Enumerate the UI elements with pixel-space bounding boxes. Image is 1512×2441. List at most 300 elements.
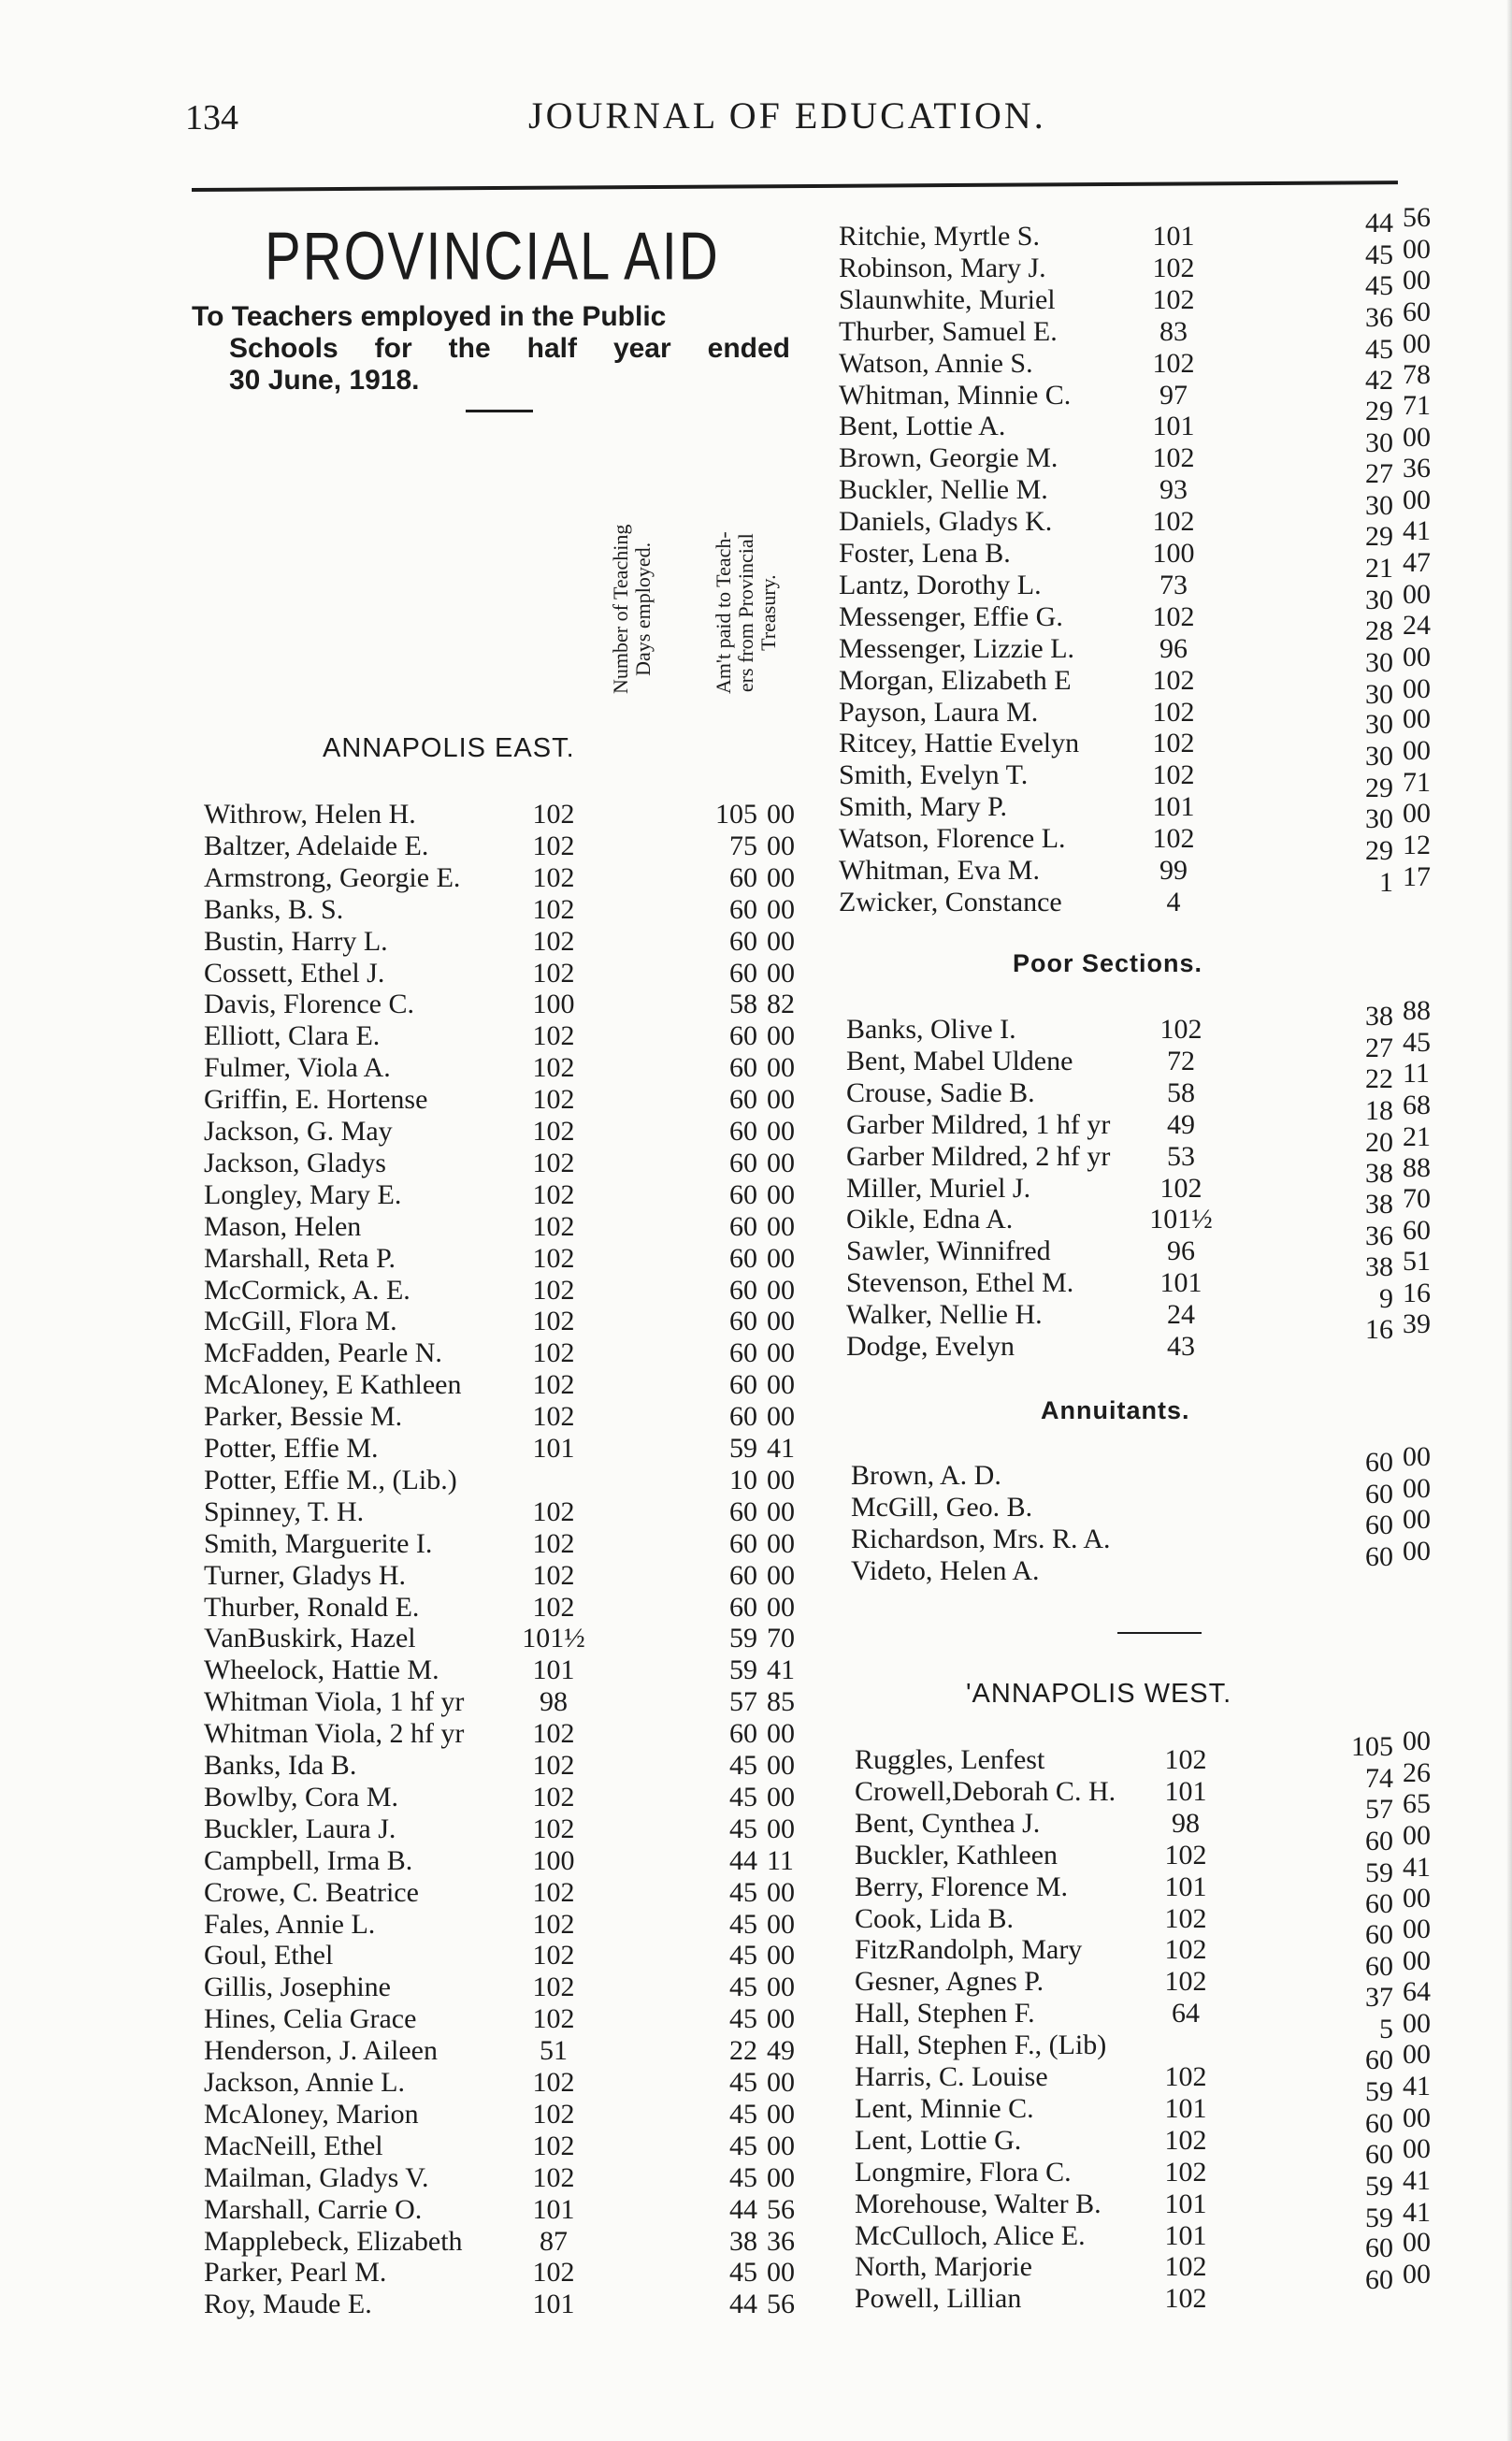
amount-cents: 00	[1403, 2008, 1431, 2040]
amount-dollars: 75	[729, 830, 757, 861]
teaching-days: 102	[532, 1020, 575, 1052]
teacher-name: Hall, Stephen F.	[855, 1998, 1035, 2029]
subtitle-line: To Teachers employed in the Public	[192, 301, 667, 332]
teacher-name: MacNeill, Ethel	[204, 2130, 383, 2161]
amount-dollars: 45	[729, 2130, 757, 2161]
teaching-days: 102	[532, 1274, 575, 1306]
amount-dollars: 60	[729, 1084, 757, 1116]
amount-cents: 24	[1403, 609, 1431, 641]
amount-dollars: 60	[729, 925, 757, 957]
amount-dollars: 20	[1365, 1126, 1393, 1158]
teacher-name: Smith, Evelyn T.	[839, 759, 1029, 791]
teacher-name: Bent, Lottie A.	[839, 411, 1006, 442]
teaching-days: 102	[1164, 2124, 1207, 2156]
amount-cents: 00	[767, 1274, 795, 1306]
subtitle-line: Schools for the half year ended	[229, 333, 790, 364]
teacher-name: Powell, Lillian	[855, 2283, 1022, 2315]
amount-cents: 00	[767, 1940, 795, 1972]
teacher-name: Bustin, Harry L.	[204, 925, 388, 957]
teaching-days: 98	[540, 1686, 568, 1718]
amount-cents: 00	[767, 2257, 795, 2289]
amount-cents: 00	[767, 1052, 795, 1084]
teacher-name: Potter, Effie M., (Lib.)	[204, 1464, 457, 1495]
section-heading: 'ANNAPOLIS WEST.	[966, 1679, 1232, 1709]
teaching-days: 102	[532, 799, 575, 830]
amount-dollars: 42	[1365, 364, 1393, 396]
teaching-days: 102	[1164, 1839, 1207, 1870]
amount-dollars: 60	[1365, 1509, 1393, 1540]
teaching-days: 102	[532, 1210, 575, 1242]
amount-cents: 00	[767, 1813, 795, 1844]
amount-dollars: 60	[1365, 1919, 1393, 1951]
teaching-days: 49	[1167, 1108, 1195, 1140]
amount-dollars: 45	[729, 1972, 757, 2003]
column-header-line: Treasury.	[756, 574, 780, 651]
amount-cents: 00	[1403, 1441, 1431, 1472]
amount-cents: 41	[1403, 515, 1431, 546]
teaching-days: 97	[1159, 379, 1188, 411]
amount-cents: 00	[767, 957, 795, 989]
teaching-days: 102	[1152, 283, 1195, 315]
amount-dollars: 44	[729, 2289, 757, 2320]
amount-dollars: 105	[1351, 1731, 1393, 1762]
teaching-days: 101	[1152, 221, 1195, 252]
amount-cents: 00	[767, 799, 795, 830]
teaching-days: 102	[532, 1559, 575, 1591]
teaching-days: 102	[532, 1242, 575, 1274]
teacher-name: Jackson, Annie L.	[204, 2067, 405, 2098]
teaching-days: 64	[1172, 1998, 1200, 2029]
teaching-days: 101	[1164, 2092, 1207, 2124]
teaching-days: 101	[532, 2289, 575, 2320]
table-row	[0, 1369, 1512, 1401]
amount-cents: 00	[767, 1495, 795, 1527]
amount-dollars: 36	[1365, 301, 1393, 333]
teacher-name: Brown, Georgie M.	[839, 442, 1058, 474]
teaching-days: 102	[532, 1495, 575, 1527]
amount-dollars: 60	[1365, 2044, 1393, 2075]
teacher-name: Richardson, Mrs. R. A.	[851, 1523, 1111, 1554]
amount-cents: 00	[767, 1084, 795, 1116]
amount-cents: 00	[1403, 2259, 1431, 2290]
teacher-name: Brown, A. D.	[851, 1460, 1001, 1491]
amount-dollars: 59	[1365, 2202, 1393, 2233]
teacher-name: Banks, Ida B.	[204, 1750, 357, 1781]
amount-dollars: 5	[1379, 2014, 1393, 2045]
amount-dollars: 30	[1365, 490, 1393, 522]
amount-cents: 00	[767, 893, 795, 925]
teaching-days: 102	[532, 861, 575, 893]
teacher-name: Morgan, Elizabeth E	[839, 664, 1072, 696]
amount-cents: 00	[1403, 1472, 1431, 1504]
teacher-name: Ritchie, Myrtle S.	[839, 221, 1040, 252]
amount-dollars: 59	[729, 1433, 757, 1464]
amount-dollars: 45	[729, 2067, 757, 2098]
amount-dollars: 30	[1365, 427, 1393, 459]
amount-cents: 00	[767, 1908, 795, 1940]
teaching-days: 102	[1152, 823, 1195, 855]
amount-cents: 00	[1403, 2227, 1431, 2259]
teaching-days: 102	[1164, 2156, 1207, 2188]
teacher-name: FitzRandolph, Mary	[855, 1934, 1083, 1966]
teaching-days: 102	[532, 1940, 575, 1972]
teacher-name: Parker, Pearl M.	[204, 2257, 387, 2289]
amount-cents: 41	[767, 1654, 795, 1686]
teaching-days: 102	[532, 2067, 575, 2098]
teaching-days: 4	[1166, 886, 1181, 917]
teaching-days: 100	[1152, 538, 1195, 569]
teaching-days: 102	[1164, 1744, 1207, 1775]
teacher-name: Campbell, Irma B.	[204, 1844, 413, 1876]
teacher-name: Slaunwhite, Muriel	[839, 283, 1056, 315]
header-rule	[192, 181, 1398, 192]
teacher-name: Jackson, G. May	[204, 1116, 393, 1147]
teaching-days: 102	[1152, 759, 1195, 791]
teaching-days: 101	[1152, 791, 1195, 823]
amount-dollars: 38	[729, 2225, 757, 2257]
teacher-name: Walker, Nellie H.	[846, 1299, 1043, 1331]
teacher-name: Lent, Minnie C.	[855, 2092, 1034, 2124]
amount-dollars: 60	[729, 1306, 757, 1337]
teacher-name: Mason, Helen	[204, 1210, 362, 1242]
teacher-name: Whitman Viola, 2 hf yr	[204, 1718, 465, 1750]
teacher-name: Robinson, Mary J.	[839, 252, 1046, 283]
amount-cents: 00	[767, 1242, 795, 1274]
teacher-name: McAloney, Marion	[204, 2098, 419, 2130]
teaching-days: 102	[532, 893, 575, 925]
teacher-name: Ruggles, Lenfest	[855, 1744, 1045, 1775]
amount-dollars: 60	[1365, 1540, 1393, 1572]
teacher-name: Crowell,Deborah C. H.	[855, 1775, 1116, 1807]
amount-cents: 00	[767, 1972, 795, 2003]
teaching-days: 102	[1152, 442, 1195, 474]
teacher-name: McCulloch, Alice E.	[855, 2219, 1086, 2251]
teacher-name: Dodge, Evelyn	[846, 1331, 1015, 1362]
page-title: PROVINCIAL AID	[265, 218, 720, 295]
teacher-name: Lent, Lottie G.	[855, 2124, 1022, 2156]
teacher-name: Berry, Florence M.	[855, 1870, 1068, 1902]
teacher-name: Roy, Maude E.	[204, 2289, 372, 2320]
amount-dollars: 60	[729, 1052, 757, 1084]
amount-dollars: 29	[1365, 521, 1393, 552]
amount-cents: 00	[767, 1750, 795, 1781]
amount-dollars: 60	[729, 1369, 757, 1401]
amount-dollars: 59	[1365, 1856, 1393, 1888]
amount-cents: 00	[1403, 422, 1431, 454]
teaching-days: 83	[1159, 315, 1188, 347]
amount-dollars: 59	[1365, 2170, 1393, 2202]
teacher-name: Goul, Ethel	[204, 1940, 334, 1972]
teaching-days: 102	[532, 1052, 575, 1084]
amount-dollars: 30	[1365, 709, 1393, 741]
teacher-name: Messenger, Effie G.	[839, 600, 1063, 632]
teaching-days: 102	[1159, 1172, 1202, 1204]
teacher-name: VanBuskirk, Hazel	[204, 1623, 416, 1654]
amount-cents: 60	[1403, 296, 1431, 327]
teacher-name: Lantz, Dorothy L.	[839, 569, 1042, 600]
amount-dollars: 58	[729, 989, 757, 1020]
amount-cents: 68	[1403, 1089, 1431, 1120]
teaching-days: 102	[532, 1178, 575, 1210]
table-row	[0, 958, 1512, 989]
teacher-name: Gillis, Josephine	[204, 1972, 391, 2003]
teacher-name: Wheelock, Hattie M.	[204, 1654, 439, 1686]
amount-cents: 00	[1403, 578, 1431, 610]
teacher-name: Garber Mildred, 2 hf yr	[846, 1140, 1111, 1172]
teaching-days: 102	[532, 1527, 575, 1559]
teaching-days: 102	[532, 2257, 575, 2289]
amount-dollars: 60	[729, 1178, 757, 1210]
teaching-days: 43	[1167, 1331, 1195, 1362]
teaching-days: 96	[1167, 1235, 1195, 1267]
teacher-name: Miller, Muriel J.	[846, 1172, 1031, 1204]
amount-dollars: 59	[1365, 2075, 1393, 2107]
teacher-name: Potter, Effie M.	[204, 1433, 379, 1464]
teacher-name: Messenger, Lizzie L.	[839, 632, 1075, 664]
amount-dollars: 60	[729, 1559, 757, 1591]
teacher-name: Whitman Viola, 1 hf yr	[204, 1686, 465, 1718]
amount-dollars: 60	[729, 1401, 757, 1433]
teacher-name: Stevenson, Ethel M.	[846, 1267, 1074, 1299]
amount-dollars: 60	[1365, 1825, 1393, 1856]
amount-cents: 56	[767, 2193, 795, 2225]
amount-cents: 00	[767, 2067, 795, 2098]
teacher-name: Spinney, T. H.	[204, 1495, 365, 1527]
amount-dollars: 60	[729, 893, 757, 925]
amount-cents: 11	[767, 1844, 794, 1876]
teaching-days: 102	[532, 2161, 575, 2193]
teacher-name: Cossett, Ethel J.	[204, 957, 385, 989]
teaching-days: 101	[1152, 411, 1195, 442]
teaching-days: 102	[532, 957, 575, 989]
amount-cents: 71	[1403, 390, 1431, 422]
amount-dollars: 60	[729, 1242, 757, 1274]
amount-dollars: 60	[1365, 1447, 1393, 1478]
teaching-days: 102	[532, 1750, 575, 1781]
amount-dollars: 60	[1365, 2264, 1393, 2296]
amount-cents: 36	[767, 2225, 795, 2257]
amount-dollars: 45	[729, 1908, 757, 1940]
amount-dollars: 22	[1365, 1062, 1393, 1094]
teacher-name: Thurber, Samuel E.	[839, 315, 1058, 347]
amount-cents: 45	[1403, 1026, 1431, 1058]
teaching-days: 102	[532, 1116, 575, 1147]
amount-cents: 47	[1403, 546, 1431, 578]
amount-cents: 00	[1403, 1535, 1431, 1567]
amount-cents: 26	[1403, 1756, 1431, 1788]
teaching-days: 51	[540, 2035, 568, 2067]
teacher-name: Zwicker, Constance	[839, 886, 1062, 917]
teacher-name: McFadden, Pearle N.	[204, 1337, 442, 1369]
scan-edge	[1506, 0, 1512, 2441]
amount-cents: 00	[1403, 672, 1431, 704]
teaching-days: 102	[1164, 1966, 1207, 1998]
amount-cents: 00	[767, 830, 795, 861]
amount-dollars: 60	[729, 1527, 757, 1559]
amount-cents: 00	[1403, 327, 1431, 359]
teaching-days: 102	[532, 830, 575, 861]
amount-dollars: 27	[1365, 458, 1393, 490]
teaching-days: 101	[1164, 2188, 1207, 2219]
amount-dollars: 60	[1365, 1951, 1393, 1983]
amount-dollars: 60	[729, 1274, 757, 1306]
teaching-days: 102	[532, 925, 575, 957]
teaching-days: 102	[1152, 252, 1195, 283]
amount-dollars: 44	[729, 1844, 757, 1876]
section-heading: Annuitants.	[1041, 1396, 1190, 1424]
teacher-name: North, Marjorie	[855, 2251, 1032, 2283]
teaching-days: 102	[1159, 1014, 1202, 1045]
amount-dollars: 38	[1365, 1001, 1393, 1032]
amount-dollars: 29	[1365, 396, 1393, 427]
amount-cents: 85	[767, 1686, 795, 1718]
amount-cents: 00	[767, 1527, 795, 1559]
teacher-name: Harris, C. Louise	[855, 2061, 1048, 2092]
amount-cents: 00	[1403, 2102, 1431, 2133]
teacher-name: Longley, Mary E.	[204, 1178, 402, 1210]
teacher-name: Buckler, Nellie M.	[839, 474, 1048, 506]
amount-dollars: 38	[1365, 1251, 1393, 1283]
amount-cents: 00	[767, 861, 795, 893]
amount-cents: 56	[767, 2289, 795, 2320]
amount-dollars: 57	[729, 1686, 757, 1718]
amount-cents: 00	[767, 1306, 795, 1337]
teacher-name: Griffin, E. Hortense	[204, 1084, 428, 1116]
teacher-name: Morehouse, Walter B.	[855, 2188, 1102, 2219]
amount-dollars: 45	[729, 1750, 757, 1781]
teacher-name: McAloney, E Kathleen	[204, 1369, 462, 1401]
teaching-days: 102	[1152, 728, 1195, 759]
teaching-days: 102	[1164, 1902, 1207, 1934]
teacher-name: Mapplebeck, Elizabeth	[204, 2225, 463, 2257]
amount-cents: 00	[1403, 233, 1431, 265]
teaching-days: 102	[532, 1908, 575, 1940]
section-heading: Poor Sections.	[1013, 949, 1203, 977]
teaching-days: 58	[1167, 1076, 1195, 1108]
teaching-days: 102	[532, 1147, 575, 1178]
table-row	[0, 1592, 1512, 1624]
amount-cents: 00	[767, 1147, 795, 1178]
amount-dollars: 60	[729, 1495, 757, 1527]
amount-cents: 00	[1403, 1726, 1431, 1756]
amount-cents: 00	[767, 2098, 795, 2130]
amount-dollars: 45	[729, 1876, 757, 1908]
amount-cents: 00	[1403, 798, 1431, 830]
column-header-line: Am't paid to Teach-	[712, 531, 735, 694]
teaching-days: 73	[1159, 569, 1188, 600]
teacher-name: Banks, Olive I.	[846, 1014, 1016, 1045]
teacher-name: Fulmer, Viola A.	[204, 1052, 391, 1084]
table-row	[0, 1401, 1512, 1433]
teacher-name: Daniels, Gladys K.	[839, 506, 1053, 538]
amount-cents: 16	[1403, 1278, 1431, 1309]
teacher-name: McGill, Geo. B.	[851, 1491, 1033, 1523]
teacher-name: Ritcey, Hattie Evelyn	[839, 728, 1080, 759]
amount-cents: 41	[767, 1433, 795, 1464]
amount-cents: 00	[767, 2130, 795, 2161]
amount-cents: 00	[767, 1337, 795, 1369]
teaching-days: 102	[532, 1813, 575, 1844]
amount-dollars: 60	[729, 957, 757, 989]
teaching-days: 101	[532, 2193, 575, 2225]
amount-dollars: 60	[1365, 1478, 1393, 1509]
teaching-days: 101	[1159, 1267, 1202, 1299]
amount-dollars: 45	[729, 1940, 757, 1972]
teaching-days: 102	[532, 1369, 575, 1401]
amount-dollars: 45	[1365, 333, 1393, 365]
amount-dollars: 45	[1365, 238, 1393, 270]
teacher-name: Banks, B. S.	[204, 893, 344, 925]
teaching-days: 99	[1159, 855, 1188, 886]
teacher-name: Thurber, Ronald E.	[204, 1591, 420, 1623]
amount-dollars: 60	[729, 1020, 757, 1052]
amount-dollars: 1	[1379, 866, 1393, 898]
amount-dollars: 45	[729, 1813, 757, 1844]
amount-dollars: 60	[729, 1147, 757, 1178]
teaching-days: 72	[1167, 1045, 1195, 1076]
amount-cents: 00	[1403, 735, 1431, 767]
teaching-days: 24	[1167, 1299, 1195, 1331]
teaching-days: 53	[1167, 1140, 1195, 1172]
table-row	[0, 1686, 1512, 1718]
amount-dollars: 60	[729, 1718, 757, 1750]
amount-dollars: 45	[729, 2161, 757, 2193]
amount-dollars: 16	[1365, 1314, 1393, 1345]
teaching-days: 101½	[522, 1623, 585, 1654]
amount-dollars: 45	[729, 2098, 757, 2130]
amount-cents: 71	[1403, 767, 1431, 799]
teaching-days: 101	[1164, 1775, 1207, 1807]
amount-cents: 00	[1403, 1914, 1431, 1945]
amount-dollars: 38	[1365, 1189, 1393, 1220]
amount-cents: 00	[767, 1718, 795, 1750]
amount-dollars: 60	[1365, 2107, 1393, 2139]
amount-cents: 70	[767, 1623, 795, 1654]
teaching-days: 100	[532, 989, 575, 1020]
amount-dollars: 30	[1365, 584, 1393, 615]
teacher-name: Davis, Florence C.	[204, 989, 414, 1020]
amount-cents: 12	[1403, 830, 1431, 860]
teaching-days: 101½	[1149, 1204, 1213, 1235]
amount-cents: 00	[767, 1178, 795, 1210]
teacher-name: Jackson, Gladys	[204, 1147, 386, 1178]
teacher-name: Buckler, Kathleen	[855, 1839, 1058, 1870]
amount-dollars: 27	[1365, 1032, 1393, 1063]
teacher-name: Videto, Helen A.	[851, 1554, 1040, 1586]
amount-cents: 00	[767, 1781, 795, 1813]
teaching-days: 101	[1164, 1870, 1207, 1902]
amount-dollars: 21	[1365, 552, 1393, 584]
amount-cents: 00	[1403, 641, 1431, 672]
amount-dollars: 105	[715, 799, 757, 830]
teacher-name: Armstrong, Georgie E.	[204, 861, 461, 893]
teacher-name: Crowe, C. Beatrice	[204, 1876, 419, 1908]
teaching-days: 102	[532, 1972, 575, 2003]
teacher-name: McGill, Flora M.	[204, 1306, 397, 1337]
teacher-name: Oikle, Edna A.	[846, 1204, 1014, 1235]
amount-cents: 00	[767, 925, 795, 957]
teaching-days: 102	[532, 2098, 575, 2130]
amount-cents: 41	[1403, 2196, 1431, 2228]
amount-dollars: 30	[1365, 678, 1393, 710]
teacher-name: Foster, Lena B.	[839, 538, 1011, 569]
amount-cents: 64	[1403, 1976, 1431, 2008]
teacher-name: Fales, Annie L.	[204, 1908, 376, 1940]
teaching-days: 98	[1172, 1807, 1200, 1839]
teaching-days: 102	[532, 1337, 575, 1369]
amount-dollars: 60	[1365, 1887, 1393, 1919]
amount-cents: 00	[767, 1369, 795, 1401]
